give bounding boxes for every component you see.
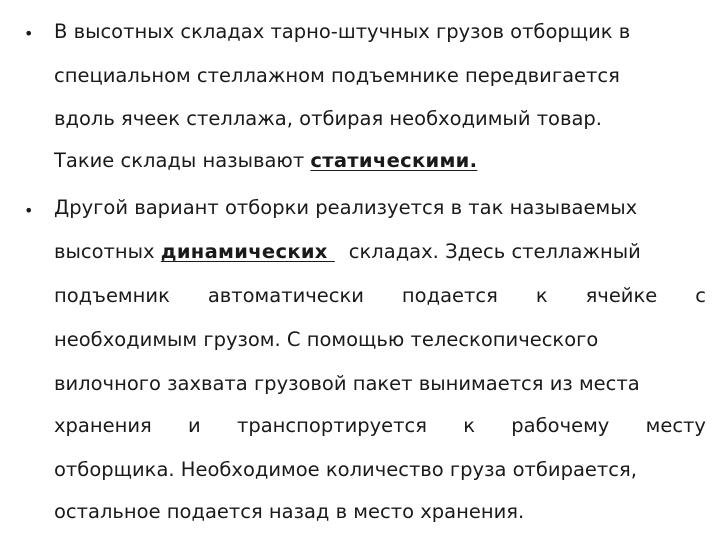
- paragraph2-line2-suffix: складах. Здесь стеллажный: [348, 240, 641, 263]
- paragraph2-line7: [54, 458, 706, 482]
- paragraph2-line2-prefix: высотных: [54, 240, 161, 263]
- paragraph1-line4: [54, 149, 706, 173]
- word: хранения: [54, 414, 152, 437]
- paragraph2-line4-text: необходимым грузом. С помощью телескопического: [54, 328, 599, 351]
- word: и: [188, 414, 201, 437]
- word: к: [463, 414, 476, 437]
- paragraph1-line1-text: В высотных складах тарно-штучных грузов отборщик в: [54, 20, 631, 43]
- paragraph1-line4-prefix: Такие склады называют: [54, 149, 311, 172]
- word: транспортируется: [237, 414, 427, 437]
- paragraph1-line3-text: вдоль ячеек стеллажа, отбирая необходимый товар.: [54, 107, 603, 130]
- keyword-static: статическими.: [310, 149, 478, 172]
- paragraph1-line2-text: специальном стеллажном подъемнике передвигается: [54, 64, 620, 87]
- bullet-marker: •: [24, 24, 34, 43]
- word: подъемник: [54, 284, 170, 307]
- word: автоматически: [207, 284, 364, 307]
- paragraph2-line8-text: остальное подается назад в место хранения.: [54, 500, 525, 523]
- paragraph2-line4: [54, 328, 706, 352]
- paragraph2-line5-text: вилочного захвата грузовой пакет вынимается из места: [54, 372, 640, 395]
- paragraph1-line3: [54, 107, 706, 131]
- word: с: [695, 284, 706, 307]
- word: подается: [401, 284, 498, 307]
- paragraph1-line2: [54, 64, 706, 88]
- paragraph2-line3: [54, 284, 706, 308]
- word: месту: [645, 414, 706, 437]
- paragraph1-line1: [54, 20, 706, 44]
- paragraph2-line1-text: Другой вариант отборки реализуется в так называемых: [54, 196, 638, 219]
- paragraph2-line5: [54, 372, 706, 396]
- keyword-dynamic: динамических: [160, 240, 335, 263]
- bullet-marker: •: [24, 201, 34, 220]
- word: к: [535, 284, 548, 307]
- paragraph2-line2: [54, 240, 706, 264]
- paragraph2-line8: [54, 500, 706, 524]
- paragraph2-line6: [54, 414, 706, 438]
- paragraph2-line1: [54, 196, 706, 220]
- word: рабочему: [511, 414, 610, 437]
- paragraph2-line7-text: отборщика. Необходимое количество груза отбирается,: [54, 458, 637, 481]
- word: ячейке: [585, 284, 658, 307]
